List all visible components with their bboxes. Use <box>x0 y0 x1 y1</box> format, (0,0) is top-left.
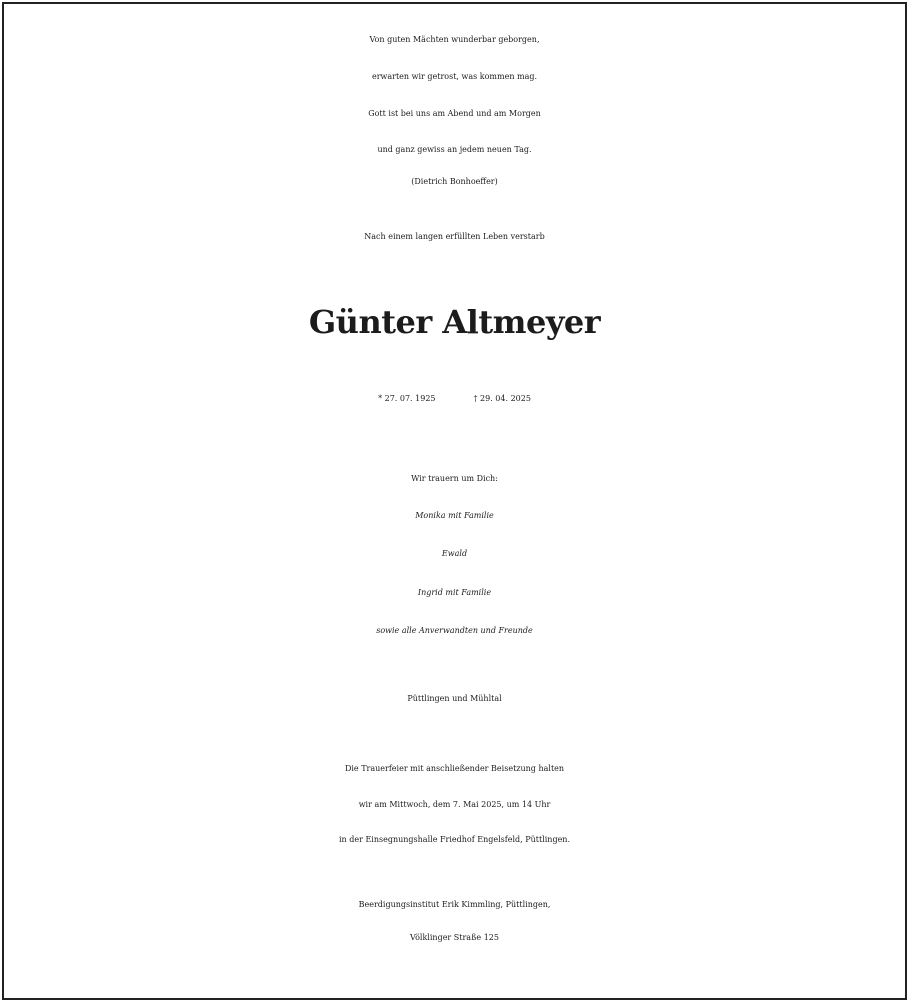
funeral-line: wir am Mittwoch, dem 7. Mai 2025, um 14 Uhr <box>358 800 551 809</box>
poem-author: (Dietrich Bonhoeffer) <box>411 177 498 186</box>
life-dates <box>0 395 909 403</box>
poem-line: und ganz gewiss an jedem neuen Tag. <box>377 145 532 154</box>
poem-line: Gott ist bei uns am Abend und am Morgen <box>368 109 541 118</box>
mourner-name: Ingrid mit Familie <box>417 588 492 597</box>
intro-text: Nach einem langen erfüllten Leben verstarb <box>364 232 545 241</box>
funeral-line: in der Einsegnungshalle Friedhof Engelsfeld, Püttlingen. <box>338 835 570 844</box>
mourners-heading: Wir trauern um Dich: <box>411 474 498 483</box>
mourner-name: Ewald <box>441 549 468 558</box>
mourner-name: Monika mit Familie <box>415 511 494 520</box>
birth-date: * 27. 07. 1925 <box>378 394 436 403</box>
funeral-line: Die Trauerfeier mit anschließender Beisetzung halten <box>344 764 565 773</box>
deceased-name: Günter Altmeyer <box>308 303 601 341</box>
poem-line: Von guten Mächten wunderbar geborgen, <box>369 35 540 44</box>
places: Püttlingen und Mühltal <box>407 694 502 703</box>
poem-line: erwarten wir getrost, was kommen mag. <box>371 72 538 81</box>
undertaker-line: Völklinger Straße 125 <box>410 933 499 942</box>
undertaker-line: Beerdigungsinstitut Erik Kimmling, Püttlingen, <box>358 900 551 909</box>
mourner-name: sowie alle Anverwandten und Freunde <box>376 626 533 635</box>
death-date: † 29. 04. 2025 <box>473 394 531 403</box>
